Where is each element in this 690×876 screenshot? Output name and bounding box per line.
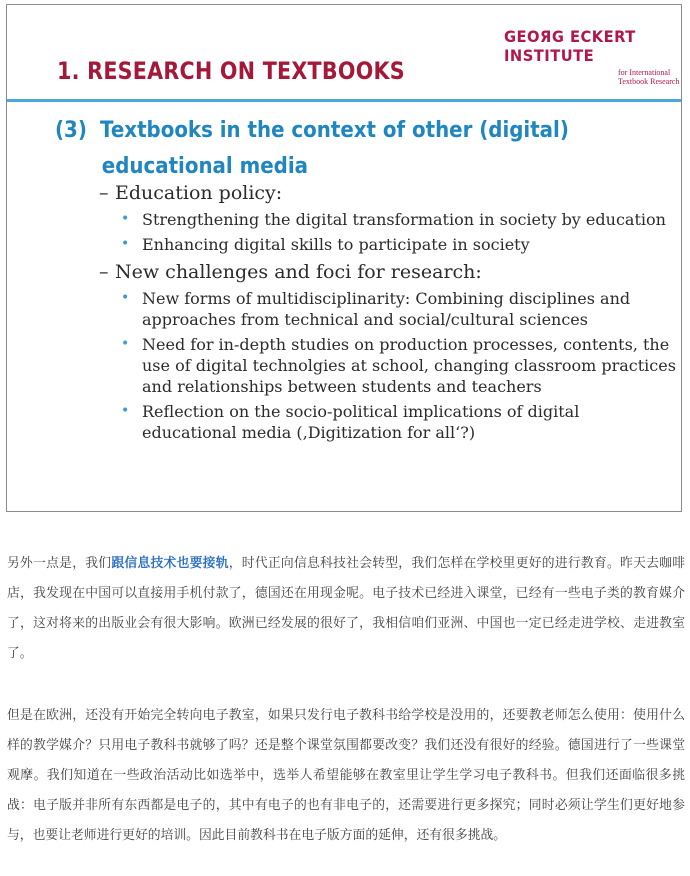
bullet-icon: • [121, 336, 130, 352]
section-title-line-2: educational media [101, 154, 308, 179]
logo-line-2: INSTITUTE [504, 46, 595, 65]
bullet-icon: • [121, 236, 130, 252]
article-paragraph-2: 但是在欧洲，还没有开始完全转向电子教室，如果只发行电子教科书给学校是没用的，还要教老师怎么使用：使用什么样的教学媒介？只用电子教科书就够了吗？还是整个课堂氛围都要改变？我们还没有很好的经验。德国进行了一些课堂观摩。我们知道在一些政治活动比如选举中，选举人希望能够在教室里让学生学习电子教科书。但我们还面临很多挑战：电子版并非所有东西都是电子的，其中有电子的也有非电子的，还需要进行更多探究；同时必须让学生们更好地参与，也要让老师进行更好的培训。因此目前教科书在电子版方面的延伸，还有很多挑战。 [7, 708, 685, 843]
list-item [121, 401, 679, 443]
list-item [121, 288, 679, 330]
slide-content [99, 180, 679, 447]
logo-subtitle-line-2: Textbook Research [618, 77, 680, 86]
section-number: (3) [55, 118, 87, 143]
list-item [121, 234, 679, 255]
bullet-icon: • [121, 290, 130, 306]
list-item-text: Strengthening the digital transformation in society by education [142, 210, 666, 229]
slide-image [6, 4, 682, 512]
title-divider [7, 99, 682, 102]
highlighted-phrase: 跟信息技术也要接轨 [111, 556, 229, 571]
article-paragraph-1 [7, 549, 685, 669]
list-item-text: Reflection on the socio-political implications of digital educational media (‚Digitization for all‘?) [142, 402, 580, 442]
group-heading-label: New challenges and foci for research: [115, 261, 482, 283]
logo-subtitle [618, 68, 679, 86]
list-item-text: New forms of multidisciplinarity: Combining disciplines and approaches from technical and social/cultural sciences [142, 289, 631, 329]
paragraph-text: ，时代正向信息科技社会转型，我们怎样在学校里更好的进行教育。昨天去咖啡店，我发现在中国可以直接用手机付款了，德国还在用现金呢。电子技术已经进入课堂，已经有一些电子类的教育媒介了，这对将来的出版业会有很大影响。欧洲已经发展的很好了，我相信咱们亚洲、中国也一定已经走进学校、走进教室了。 [7, 556, 686, 661]
education-policy-list [99, 209, 679, 255]
logo-subtitle-line-1: for International [618, 68, 671, 77]
bullet-icon: • [121, 403, 130, 419]
section-heading [55, 113, 595, 185]
group-heading-education-policy: – Education policy: [99, 182, 283, 204]
new-challenges-list [99, 288, 679, 443]
list-item-text: Enhancing digital skills to participate in society [142, 235, 530, 254]
list-item [121, 334, 679, 397]
paragraph-text: 另外一点是，我们 [7, 556, 112, 571]
logo-line-1: GEOЯG ECKERT [504, 27, 636, 46]
group-heading-label: Education policy: [115, 182, 283, 204]
list-item-text: Need for in-depth studies on production processes, contents, the use of digital technolgies at school, changing classroom practices and relationships between students and teachers [142, 335, 676, 396]
institute-logo [504, 27, 647, 65]
section-title-line-1: Textbooks in the context of other (digital) [100, 118, 569, 143]
bullet-icon: • [121, 211, 130, 227]
group-heading-new-challenges: – New challenges and foci for research: [99, 261, 482, 283]
list-item [121, 209, 679, 230]
slide-title: 1. RESEARCH ON TEXTBOOKS [57, 57, 405, 85]
